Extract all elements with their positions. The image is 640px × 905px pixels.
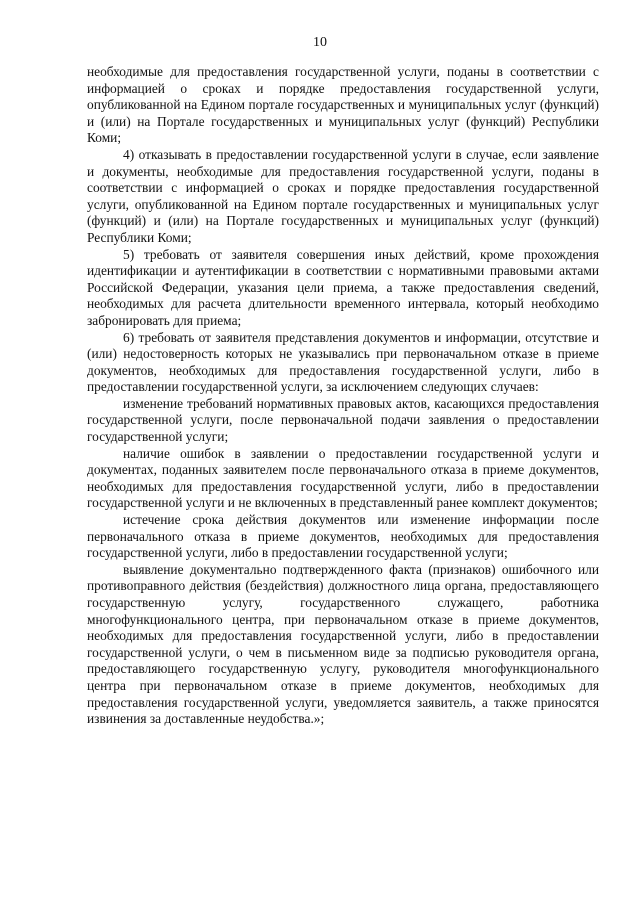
paragraph-exception-3: истечение срока действия документов или изменение информации после первоначального отказа в приеме документов, необходимых для предоставления государственной услуги, либо в предоставлении государственной услуги; xyxy=(87,512,599,561)
paragraph-item-6: 6) требовать от заявителя представления документов и информации, отсутствие и (или) недостоверность которых не указывались при первоначальном отказе в приеме документов, необходимых для предоставления государственной услуги, либо в предоставлении государственной услуги, за исключением следующих случаев: xyxy=(87,329,599,395)
paragraph-exception-1: изменение требований нормативных правовых актов, касающихся предоставления государственной услуги, после первоначальной подачи заявления о предоставлении государственной услуги; xyxy=(87,395,599,445)
document-body xyxy=(87,64,599,728)
paragraph-item-5: 5) требовать от заявителя совершения иных действий, кроме прохождения идентификации и аутентификации в соответствии с нормативными правовыми актами Российской Федерации, указания цели приема, а также предоставления сведений, необходимых для расчета длительности временного интервала, который необходимо забронировать для приема; xyxy=(87,246,599,328)
paragraph-continuation: необходимые для предоставления государственной услуги, поданы в соответствии с информацией о сроках и порядке предоставления государственной услуги, опубликованной на Едином портале государственных и муниципальных услуг (функций) и (или) на Портале государственных и муниципальных услуг (функций) Республики Коми; xyxy=(87,64,599,146)
paragraph-exception-2: наличие ошибок в заявлении о предоставлении государственной услуги и документах, поданных заявителем после первоначального отказа в приеме документов, необходимых для предоставления государственной услуги, либо в предоставлении государственной услуги и не включенных в представленный ранее комплект документов; xyxy=(87,445,599,511)
paragraph-item-4: 4) отказывать в предоставлении государственной услуги в случае, если заявление и документы, необходимые для предоставления государственной услуги, поданы в соответствии с информацией о сроках и порядке предоставления государственной услуги, опубликованной на Едином портале государственных и муниципальных услуг (функций) и (или) на Портале государственных и муниципальных услуг (функций) Республики Коми; xyxy=(87,146,599,245)
paragraph-exception-4: выявление документально подтвержденного факта (признаков) ошибочного или противоправного действия (бездействия) должностного лица органа, предоставляющего государственную услугу, государственного служащего, работника многофункционального центра, при первоначальном отказе в приеме документов, необходимых для предоставления государственной услуги, либо в предоставлении государственной услуги, о чем в письменном виде за подписью руководителя органа, предоставляющего государственную услугу, руководителя многофункционального центра при первоначальном отказе в приеме документов, необходимых для предоставления государственной услуги, уведомляется заявитель, а также приносятся извинения за доставленные неудобства.»; xyxy=(87,561,599,727)
page-number: 10 xyxy=(313,35,327,50)
